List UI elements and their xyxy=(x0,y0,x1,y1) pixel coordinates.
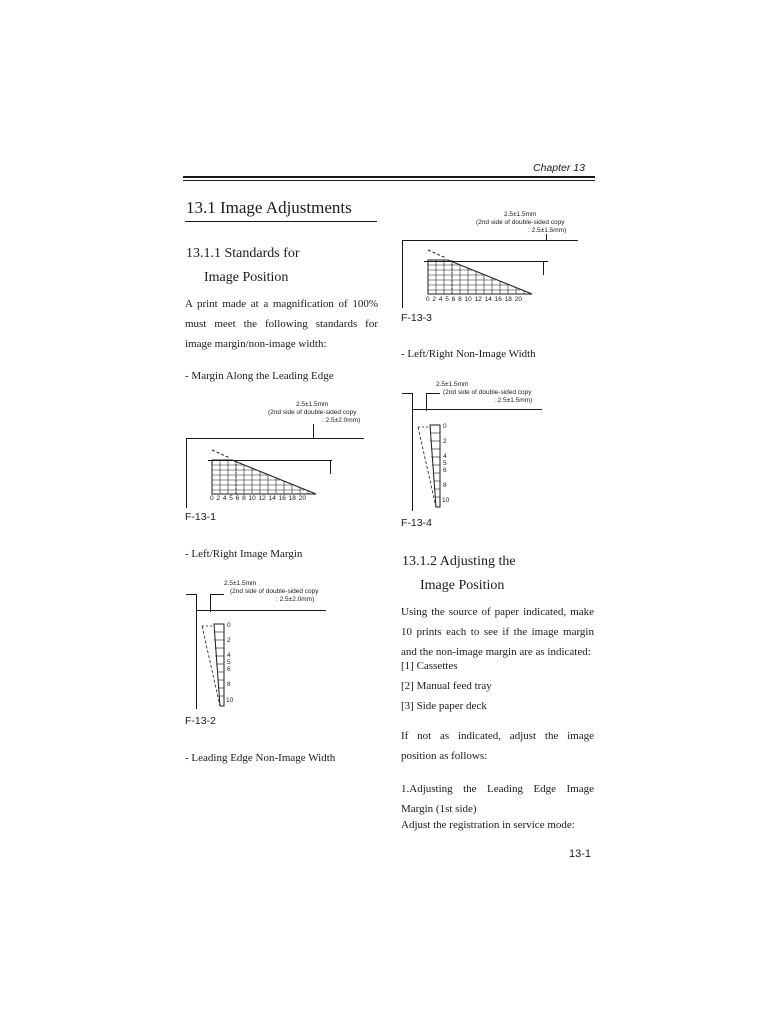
fig3-spec-line3: : 2.5±1.5mm) xyxy=(528,227,567,234)
fig4-spec-line1: 2.5±1.5mm xyxy=(436,381,469,388)
step-1-text: Adjust the registration in service mode: xyxy=(401,819,575,831)
fig1-image-tick xyxy=(330,460,331,474)
fig4-tick-2: 2 xyxy=(443,438,447,445)
fig1-heading: - Margin Along the Leading Edge xyxy=(185,370,334,382)
fig2-top-edge xyxy=(196,610,326,611)
chapter-label: Chapter 13 xyxy=(533,162,585,174)
fig2-heading: - Left/Right Image Margin xyxy=(185,548,303,560)
step-1-heading: 1.Adjusting the Leading Edge Image Margin (1st side) xyxy=(401,783,594,815)
fig2-tick-4: 4 xyxy=(227,652,231,659)
intro-paragraph: A print made at a magnification of 100% must meet the following standards for image margin/non-image width: xyxy=(185,298,378,350)
fig3-paper-side xyxy=(402,240,403,308)
fig1-label: F-13-1 xyxy=(185,511,216,523)
section-title-underline xyxy=(185,221,377,222)
fig4-image-top xyxy=(426,393,440,394)
fig2-image-top xyxy=(210,594,224,595)
fig4-tick-10: 10 xyxy=(442,497,450,504)
fig4-tick-0: 0 xyxy=(443,423,447,430)
fig4-ruler-graphic xyxy=(414,421,444,509)
fig4-paper-edge xyxy=(412,393,413,511)
fig4-left-tick xyxy=(402,393,412,394)
fig1-paper-side xyxy=(186,438,187,508)
fig2-left-tick xyxy=(186,594,196,595)
fig4-tick-4: 4 xyxy=(443,453,447,460)
subsection-title-2-line1: 13.1.2 Adjusting the xyxy=(402,554,516,569)
fig2-paper-edge xyxy=(196,594,197,709)
fig4-spec-line2: (2nd side of double-sided copy xyxy=(443,389,532,396)
fig2-spec-line1: 2.5±1.5mm xyxy=(224,580,257,587)
fig2-label: F-13-2 xyxy=(185,715,216,727)
header-rule-thin xyxy=(183,180,595,181)
fig2-ruler-graphic xyxy=(198,620,228,708)
fig4-spec-line3: : 2.5±1.5mm) xyxy=(494,397,533,404)
fig3-paper-edge xyxy=(402,240,578,241)
fig1-scale-labels: 0 2 4 5 6 8 10 12 14 16 18 20 xyxy=(210,495,306,502)
adjust-paragraph: Using the source of paper indicated, make 10 prints each to see if the image margin and the non-image margin are as indicated: xyxy=(401,606,594,658)
fig2-tick-2: 2 xyxy=(227,637,231,644)
subsection-title xyxy=(186,242,300,290)
list-item: [2] Manual feed tray xyxy=(401,680,492,692)
fig2-tick-6: 6 xyxy=(227,666,231,673)
fig1-spec-line1: 2.5±1.5mm xyxy=(296,401,329,408)
fig1-spec-line3: : 2.5±2.0mm) xyxy=(322,417,361,424)
fig2-tick-0: 0 xyxy=(227,622,231,629)
subsection-title-line1: 13.1.1 Standards for xyxy=(186,246,300,261)
fig3-spec-line1: 2.5±1.5mm xyxy=(504,211,537,218)
fig4-top-edge xyxy=(412,409,542,410)
list-item: [1] Cassettes xyxy=(401,660,458,672)
adjust-instructions: If not as indicated, adjust the image position as follows: xyxy=(401,730,594,762)
fig2-tick-5: 5 xyxy=(227,659,231,666)
fig2-spec-line2: (2nd side of double-sided copy xyxy=(230,588,319,595)
fig4-label: F-13-4 xyxy=(401,517,432,529)
fig3-spec-line2: (2nd side of double-sided copy xyxy=(476,219,565,226)
section-title: 13.1 Image Adjustments xyxy=(186,198,352,217)
subsection-title-2 xyxy=(402,550,516,598)
header-rule xyxy=(183,176,595,178)
fig4-tick-5: 5 xyxy=(443,460,447,467)
fig2-tick-10: 10 xyxy=(226,697,234,704)
list-item: [3] Side paper deck xyxy=(401,700,487,712)
fig4-heading: - Left/Right Non-Image Width xyxy=(401,348,536,360)
fig3-ruler-graphic xyxy=(424,249,536,297)
fig4-tick-6: 6 xyxy=(443,467,447,474)
fig1-ruler-graphic xyxy=(208,449,320,497)
subsection-title-2-line2: Image Position xyxy=(420,578,505,593)
fig1-spec-leader xyxy=(313,424,314,438)
fig3-scale-labels: 0 2 4 5 6 8 10 12 14 16 18 20 xyxy=(426,296,522,303)
fig3-label: F-13-3 xyxy=(401,312,432,324)
fig2-tick-8: 8 xyxy=(227,681,231,688)
fig2-spec-line3: : 2.5±2.0mm) xyxy=(276,596,315,603)
fig1-paper-edge xyxy=(186,438,364,439)
paper-source-list xyxy=(401,656,594,716)
fig3-image-tick xyxy=(543,261,544,275)
page-number: 13-1 xyxy=(569,848,592,860)
fig1-spec-line2: (2nd side of double-sided copy xyxy=(268,409,357,416)
fig4-tick-8: 8 xyxy=(443,482,447,489)
next-heading: - Leading Edge Non-Image Width xyxy=(185,752,336,764)
subsection-title-line2: Image Position xyxy=(204,270,289,285)
